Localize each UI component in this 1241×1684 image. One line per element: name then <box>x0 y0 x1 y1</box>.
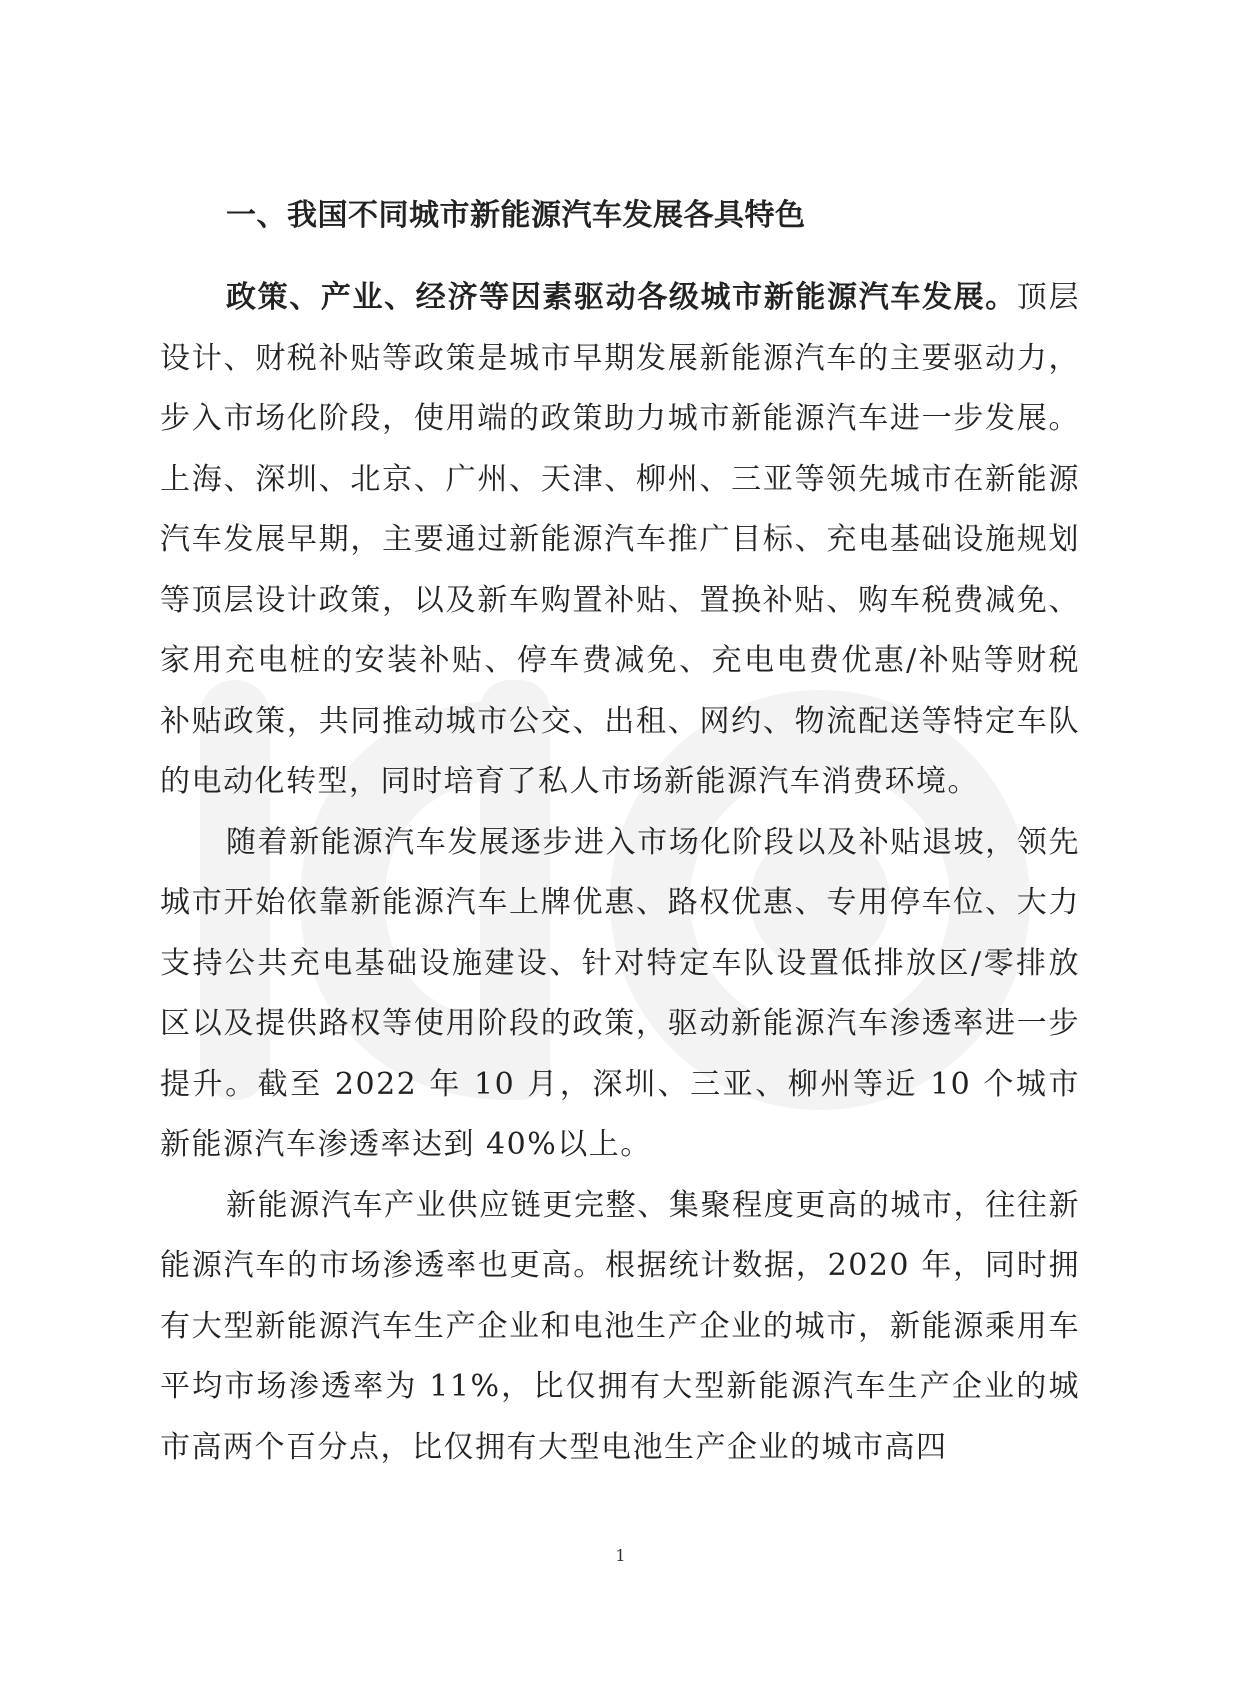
section-heading: 一、我国不同城市新能源汽车发展各具特色 <box>226 198 806 233</box>
paragraph-text: 顶层设计、财税补贴等政策是城市早期发展新能源汽车的主要驱动力，步入市场化阶段，使用端的政策助力城市新能源汽车进一步发展。上海、深圳、北京、广州、天津、柳州、三亚等领先城市在新能源汽车发展早期，主要通过新能源汽车推广目标、充电基础设施规划等顶层设计政策，以及新车购置补贴、置换补贴、购车税费减免、家用充电桩的安装补贴、停车费减免、充电电费优惠/补贴等财税补贴政策，共同推动城市公交、出租、网约、物流配送等特定车队的电动化转型，同时培育了私人市场新能源汽车消费环境。 <box>160 280 1081 799</box>
paragraph-3: 新能源汽车产业供应链更完整、集聚程度更高的城市，往往新能源汽车的市场渗透率也更高。根据统计数据，2020 年，同时拥有大型新能源汽车生产企业和电池生产企业的城市，新能源乘用车平均市场渗透率为 11%，比仅拥有大型新能源汽车生产企业的城市高两个百分点，比仅拥有大型电池生产企业的城市高四 <box>160 1187 1080 1465</box>
paragraph-1 <box>160 268 1080 813</box>
page-number: 1 <box>615 1546 626 1565</box>
paragraph-2: 随着新能源汽车发展逐步进入市场化阶段以及补贴退坡，领先城市开始依靠新能源汽车上牌优惠、路权优惠、专用停车位、大力支持公共充电基础设施建设、针对特定车队设置低排放区/零排放区以及提供路权等使用阶段的政策，驱动新能源汽车渗透率进一步提升。截至 2022 年 10 月，深圳、三亚、柳州等近 10 个城市新能源汽车渗透率达到 40%以上。 <box>160 824 1080 1162</box>
document-body <box>160 188 1080 1478</box>
paragraph-lead: 政策、产业、经济等因素驱动各级城市新能源汽车发展。 <box>226 280 1017 315</box>
